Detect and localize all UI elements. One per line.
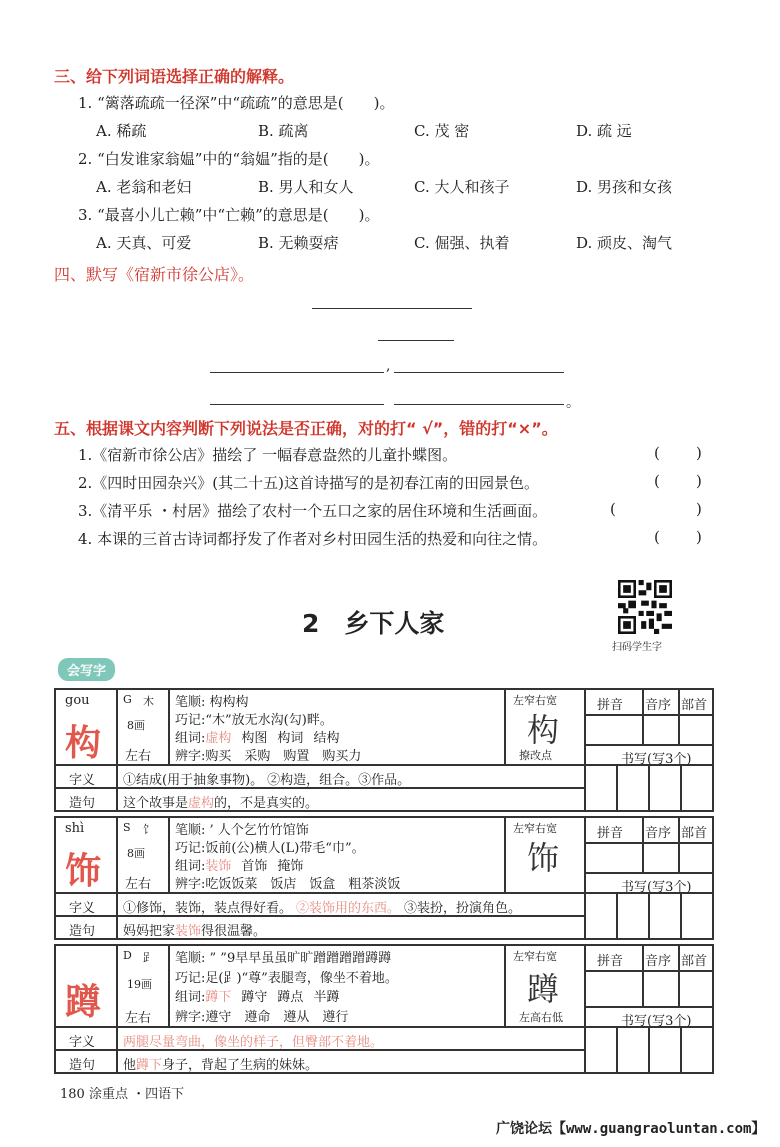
write-box[interactable] <box>649 893 681 939</box>
structure: 左右 <box>125 877 152 892</box>
dictation-line-2b[interactable] <box>394 404 564 405</box>
section3-title: 三、给下列词语选择正确的解释。 <box>54 67 295 86</box>
qiaoji: 巧记:“木”放无水沟(勾)畔。 <box>175 713 333 728</box>
zuci-word: 首饰 <box>241 859 268 874</box>
question-stem: 1. “篱落疏疏一径深”中“疏疏”的意思是( )。 <box>78 94 395 112</box>
char-large: 构 <box>65 722 102 764</box>
option: B. 疏离 <box>258 122 309 140</box>
stroke-count: 8画 <box>127 847 145 860</box>
tip-top: 左窄右宽 <box>513 822 557 835</box>
option: B. 无赖耍痞 <box>258 234 339 252</box>
answer-paren-open[interactable]: ( <box>654 472 660 490</box>
option: D. 疏 远 <box>576 122 632 140</box>
zaoju: 他蹲下身子，背起了生病的妹妹。 <box>123 1058 319 1073</box>
write-header-label: 书写(写3个) <box>621 880 692 895</box>
qiaoji: 巧记:足(𧾷)“尊”表腿弯，像坐不着地。 <box>175 970 398 986</box>
page-footer <box>60 1083 184 1102</box>
pinyin-header-label: 拼音 <box>597 826 624 841</box>
answer-paren-close: ) <box>696 444 702 462</box>
zuci-word: 半蹲 <box>313 990 340 1005</box>
zaoju-label: 造句 <box>69 796 96 811</box>
period: 。 <box>566 395 580 411</box>
zuci-word: 装饰 <box>205 859 232 874</box>
write-header-label: 书写(写3个) <box>621 752 692 767</box>
tip-bottom: 左高右低 <box>519 1011 563 1024</box>
radical-header-label: 部首 <box>681 698 708 713</box>
structure: 左右 <box>125 1011 152 1026</box>
model-char: 饰 <box>527 839 560 877</box>
judge-item: 3.《清平乐 ・村居》描绘了农村一个五口之家的居住环境和生活画面。 <box>78 502 548 520</box>
zuci-word: 结构 <box>313 731 340 746</box>
zuci: 组词:蹲下 蹲守 蹲点 半蹲 <box>175 990 340 1005</box>
section5-title: 五、根据课文内容判断下列说法是否正确，对的打“ √”，错的打“×”。 <box>54 419 558 438</box>
char-large: 蹲 <box>65 981 102 1023</box>
order-header-label: 音序 <box>645 698 672 713</box>
zuci-word: 构图 <box>241 731 268 746</box>
bishun: 笔顺: 构构构 <box>175 695 249 710</box>
comma: , <box>386 358 391 374</box>
answer-paren-open[interactable]: ( <box>610 500 616 518</box>
tip-bottom: 撩改点 <box>519 749 552 762</box>
answer-paren-close: ) <box>696 528 702 546</box>
zaoju-label: 造句 <box>69 1058 96 1073</box>
order-answer[interactable] <box>643 715 679 745</box>
ziyi-part: 两腿尽量弯曲，像坐的样子，但臀部不着地。 <box>123 1035 384 1050</box>
page-number: 180 <box>60 1087 85 1102</box>
bianzi: 辨字:遵守 遵命 遵从 遵行 <box>175 1009 349 1025</box>
tip-top: 左窄右宽 <box>513 694 557 707</box>
write-box[interactable] <box>585 893 617 939</box>
ziyi-part: ①结成(用于抽象事物)。 <box>123 773 264 788</box>
write-box[interactable] <box>681 1027 713 1073</box>
answer-paren-close: ) <box>696 500 702 518</box>
ziyi-part: ②装饰用的东西。 <box>296 901 401 916</box>
pinyin-answer[interactable] <box>585 971 643 1007</box>
bianzi: 辨字:吃饭饭菜 饭店 饭盒 粗茶淡饭 <box>175 877 401 892</box>
section4-title: 四、默写《宿新市徐公店》。 <box>54 265 255 284</box>
order-header-label: 音序 <box>645 954 672 969</box>
lesson-title: 2 乡下人家 <box>302 609 445 638</box>
char-large: 饰 <box>65 850 102 892</box>
index-letter: S <box>123 821 131 834</box>
write-chars-badge: 会写字 <box>58 658 115 681</box>
ziyi <box>123 769 410 788</box>
zaoju-label: 造句 <box>69 924 96 939</box>
qiaoji: 巧记:饭前(公)横人(L)带毛“巾”。 <box>175 841 365 856</box>
dictation-line-title[interactable] <box>312 308 472 309</box>
char-pinyin: shì <box>65 821 85 836</box>
order-header-label: 音序 <box>645 826 672 841</box>
model-char: 蹲 <box>527 970 560 1008</box>
judge-item: 1.《宿新市徐公店》描绘了 一幅春意盎然的儿童扑蝶图。 <box>78 446 458 464</box>
judge-item: 4. 本课的三首古诗词都抒发了作者对乡村田园生活的热爱和向往之情。 <box>78 530 548 548</box>
ziyi-part: ②构造，组合。③作品。 <box>267 773 411 788</box>
ziyi-label: 字义 <box>69 1035 96 1050</box>
write-box[interactable] <box>617 1027 649 1073</box>
zaoju: 这个故事是虚构的，不是真实的。 <box>123 796 319 811</box>
option: B. 男人和女人 <box>258 178 354 196</box>
answer-paren-open[interactable]: ( <box>654 444 660 462</box>
book-name: 涂重点 ・四语下 <box>88 1087 185 1102</box>
write-box[interactable] <box>617 765 649 811</box>
write-box[interactable] <box>617 893 649 939</box>
watermark: 广饶论坛【www.guangraoluntan.com】 <box>496 1121 766 1137</box>
tip-top: 左窄右宽 <box>513 950 557 963</box>
bishun: 笔顺: ’ 人个乞竹竹馆饰 <box>175 823 309 838</box>
write-box[interactable] <box>681 765 713 811</box>
ziyi-part: ①修饰，装饰，装点得好看。 <box>123 901 293 916</box>
model-char: 构 <box>527 711 560 749</box>
option: C. 大人和孩子 <box>414 178 510 196</box>
radical-answer[interactable] <box>679 843 713 873</box>
option: A. 稀疏 <box>96 122 147 140</box>
qr-code-icon[interactable] <box>618 580 672 634</box>
pinyin-answer[interactable] <box>585 715 643 745</box>
answer-paren-close: ) <box>696 472 702 490</box>
option: D. 男孩和女孩 <box>576 178 673 196</box>
bianzi: 辨字:购买 采购 购置 购买力 <box>175 749 362 764</box>
option: C. 茂 密 <box>414 122 470 140</box>
radical-header-label: 部首 <box>681 954 708 969</box>
question-stem: 2. “白发谁家翁媪”中的“翁媪”指的是( )。 <box>78 150 380 168</box>
ziyi <box>123 897 521 916</box>
char-card <box>54 688 714 812</box>
char-pinyin: gou <box>65 693 90 708</box>
radical-answer[interactable] <box>679 715 713 745</box>
order-answer[interactable] <box>643 971 679 1007</box>
dictation-line-author[interactable] <box>378 340 454 341</box>
radical-header-label: 部首 <box>681 826 708 841</box>
write-header-label: 书写(写3个) <box>621 1014 692 1029</box>
zuci-word: 蹲下 <box>205 990 232 1005</box>
write-box[interactable] <box>649 1027 681 1073</box>
option: A. 老翁和老妇 <box>96 178 192 196</box>
radical-answer[interactable] <box>679 971 713 1007</box>
index-letter: G <box>123 693 132 706</box>
structure: 左右 <box>125 749 152 764</box>
zuci-word: 虚构 <box>205 731 232 746</box>
radical: 饣 <box>143 823 154 836</box>
pinyin-answer[interactable] <box>585 843 643 873</box>
write-box[interactable] <box>585 765 617 811</box>
radical: 木 <box>143 695 154 708</box>
bishun: 笔顺: ” ”9早早虽虽旷旷蹭蹭蹭蹭蹲蹲 <box>175 951 392 966</box>
stroke-count: 8画 <box>127 719 145 732</box>
option: D. 顽皮、淘气 <box>576 234 673 252</box>
ziyi-part: ③装扮，扮演角色。 <box>404 901 522 916</box>
zuci: 组词:虚构 构图 构词 结构 <box>175 731 340 746</box>
write-box[interactable] <box>681 893 713 939</box>
write-box[interactable] <box>649 765 681 811</box>
zuci-word: 蹲点 <box>277 990 304 1005</box>
pinyin-header-label: 拼音 <box>597 954 624 969</box>
question-stem: 3. “最喜小儿亡赖”中“亡赖”的意思是( )。 <box>78 206 380 224</box>
option: A. 天真、可爱 <box>96 234 192 252</box>
ziyi <box>123 1031 383 1050</box>
ziyi-label: 字义 <box>69 773 96 788</box>
zaoju: 妈妈把家装饰得很温馨。 <box>123 924 267 939</box>
stroke-count: 19画 <box>127 978 152 991</box>
zuci-word: 掩饰 <box>277 859 304 874</box>
radical: 𧾷 <box>143 951 154 964</box>
zuci: 组词:装饰 首饰 掩饰 <box>175 859 304 874</box>
ziyi-label: 字义 <box>69 901 96 916</box>
write-box[interactable] <box>585 1027 617 1073</box>
char-card <box>54 944 714 1074</box>
char-card <box>54 816 714 940</box>
pinyin-header-label: 拼音 <box>597 698 624 713</box>
dictation-line-1b[interactable] <box>394 372 564 373</box>
zuci-word: 蹲守 <box>241 990 268 1005</box>
zuci-word: 构词 <box>277 731 304 746</box>
judge-item: 2.《四时田园杂兴》(其二十五)这首诗描写的是初春江南的田园景色。 <box>78 474 540 492</box>
option: C. 倔强、执着 <box>414 234 510 252</box>
dictation-line-2a[interactable] <box>210 404 384 405</box>
answer-paren-open[interactable]: ( <box>654 528 660 546</box>
qr-label: 扫码学生字 <box>612 642 662 653</box>
dictation-line-1a[interactable] <box>210 372 384 373</box>
index-letter: D <box>123 949 132 962</box>
order-answer[interactable] <box>643 843 679 873</box>
